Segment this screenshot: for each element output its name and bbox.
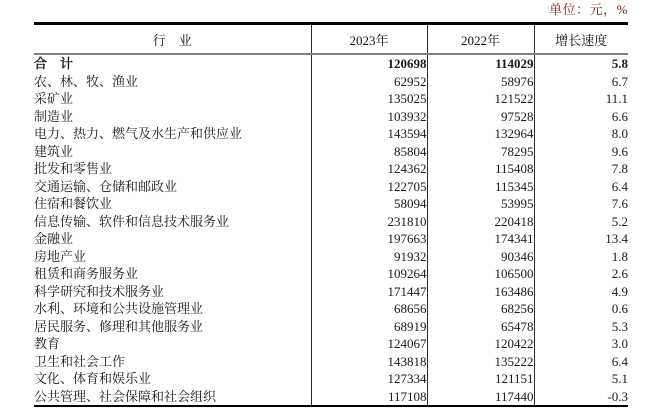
value-2023-cell: 68919 bbox=[311, 318, 427, 336]
industry-cell: 住宿和餐饮业 bbox=[34, 196, 113, 211]
growth-cell: 6.4 bbox=[534, 178, 628, 196]
table-row bbox=[34, 213, 628, 231]
value-2022-cell: 163486 bbox=[427, 283, 534, 301]
value-2023-cell: 124362 bbox=[311, 160, 427, 178]
growth-cell: 11.1 bbox=[534, 90, 628, 108]
growth-cell: 7.8 bbox=[534, 160, 628, 178]
value-2023-cell: 117108 bbox=[311, 388, 427, 407]
value-2022-cell: 115408 bbox=[427, 160, 534, 178]
growth-cell: 6.7 bbox=[534, 73, 628, 91]
value-2022-cell: 65478 bbox=[427, 318, 534, 336]
industry-cell: 建筑业 bbox=[34, 143, 74, 159]
col-header-2022: 2022年 bbox=[427, 24, 534, 55]
growth-cell: 6.6 bbox=[534, 108, 628, 126]
industry-wage-table bbox=[34, 22, 628, 407]
growth-cell: 7.6 bbox=[534, 195, 628, 213]
value-2022-cell: 135222 bbox=[427, 353, 534, 371]
value-2023-cell: 103932 bbox=[311, 108, 427, 126]
value-2022-cell: 117440 bbox=[427, 388, 534, 407]
industry-cell: 科学研究和技术服务业 bbox=[34, 283, 165, 299]
growth-cell: 0.6 bbox=[534, 300, 628, 318]
growth-cell: 8.0 bbox=[534, 125, 628, 143]
unit-note: 单位：元，% bbox=[549, 2, 628, 17]
table-row bbox=[34, 143, 628, 161]
col-header-2023: 2023年 bbox=[311, 24, 427, 55]
value-2023-cell: 62952 bbox=[311, 73, 427, 91]
value-2023-cell: 85804 bbox=[311, 143, 427, 161]
table-body bbox=[34, 54, 628, 406]
value-2022-cell: 120422 bbox=[427, 335, 534, 353]
value-2023-cell: 143818 bbox=[311, 353, 427, 371]
growth-cell: 6.4 bbox=[534, 353, 628, 371]
table-row bbox=[34, 388, 628, 407]
value-2023-cell: 127334 bbox=[311, 370, 427, 388]
value-2022-cell: 97528 bbox=[427, 108, 534, 126]
header-row bbox=[34, 24, 628, 55]
table-row bbox=[34, 265, 628, 283]
growth-cell: 5.8 bbox=[534, 54, 628, 73]
growth-cell: 5.1 bbox=[534, 370, 628, 388]
value-2022-cell: 58976 bbox=[427, 73, 534, 91]
industry-cell: 农、林、牧、渔业 bbox=[34, 73, 139, 89]
industry-cell: 制造业 bbox=[34, 108, 74, 124]
growth-cell: 5.3 bbox=[534, 318, 628, 336]
value-2022-cell: 115345 bbox=[427, 178, 534, 196]
value-2023-cell: 197663 bbox=[311, 230, 427, 248]
value-2023-cell: 109264 bbox=[311, 265, 427, 283]
table-row bbox=[34, 195, 628, 213]
value-2022-cell: 132964 bbox=[427, 125, 534, 143]
value-2022-cell: 106500 bbox=[427, 265, 534, 283]
table-row bbox=[34, 73, 628, 91]
industry-cell: 交通运输、仓储和邮政业 bbox=[34, 178, 178, 194]
industry-cell: 电力、热力、燃气及水生产和供应业 bbox=[34, 126, 243, 141]
growth-cell: 2.6 bbox=[534, 265, 628, 283]
table-row bbox=[34, 178, 628, 196]
value-2023-cell: 124067 bbox=[311, 335, 427, 353]
industry-cell: 卫生和社会工作 bbox=[34, 353, 126, 369]
value-2023-cell: 143594 bbox=[311, 125, 427, 143]
table-row bbox=[34, 125, 628, 143]
growth-cell: 4.9 bbox=[534, 283, 628, 301]
table-row bbox=[34, 248, 628, 266]
growth-cell: 1.8 bbox=[534, 248, 628, 266]
industry-cell: 合 计 bbox=[34, 56, 74, 71]
table-row bbox=[34, 300, 628, 318]
table-row bbox=[34, 108, 628, 126]
table-row bbox=[34, 160, 628, 178]
value-2022-cell: 121151 bbox=[427, 370, 534, 388]
table-row bbox=[34, 370, 628, 388]
table-row bbox=[34, 90, 628, 108]
value-2022-cell: 90346 bbox=[427, 248, 534, 266]
table-header bbox=[34, 24, 628, 55]
value-2022-cell: 68256 bbox=[427, 300, 534, 318]
table-container bbox=[34, 22, 628, 407]
growth-cell: 9.6 bbox=[534, 143, 628, 161]
industry-cell: 信息传输、软件和信息技术服务业 bbox=[34, 213, 230, 229]
industry-cell: 房地产业 bbox=[34, 248, 87, 264]
table-row bbox=[34, 318, 628, 336]
industry-cell: 居民服务、修理和其他服务业 bbox=[34, 318, 204, 334]
col-header-industry: 行 业 bbox=[34, 24, 311, 55]
col-header-growth: 增长速度 bbox=[534, 24, 628, 55]
value-2023-cell: 68656 bbox=[311, 300, 427, 318]
table-row bbox=[34, 335, 628, 353]
industry-cell: 金融业 bbox=[34, 231, 74, 246]
value-2023-cell: 91932 bbox=[311, 248, 427, 266]
value-2022-cell: 53995 bbox=[427, 195, 534, 213]
value-2023-cell: 122705 bbox=[311, 178, 427, 196]
value-2023-cell: 135025 bbox=[311, 90, 427, 108]
industry-cell: 公共管理、社会保障和社会组织 bbox=[34, 388, 217, 404]
value-2022-cell: 220418 bbox=[427, 213, 534, 231]
growth-cell: 13.4 bbox=[534, 230, 628, 248]
industry-cell: 教育 bbox=[34, 336, 61, 351]
value-2023-cell: 171447 bbox=[311, 283, 427, 301]
value-2022-cell: 78295 bbox=[427, 143, 534, 161]
growth-cell: 3.0 bbox=[534, 335, 628, 353]
industry-cell: 文化、体育和娱乐业 bbox=[34, 371, 152, 386]
value-2022-cell: 114029 bbox=[427, 54, 534, 73]
table-row bbox=[34, 283, 628, 301]
value-2023-cell: 231810 bbox=[311, 213, 427, 231]
total-row bbox=[34, 54, 628, 73]
value-2022-cell: 174341 bbox=[427, 230, 534, 248]
industry-cell: 租赁和商务服务业 bbox=[34, 266, 139, 281]
industry-cell: 采矿业 bbox=[34, 91, 74, 106]
value-2022-cell: 121522 bbox=[427, 90, 534, 108]
growth-cell: 5.2 bbox=[534, 213, 628, 231]
growth-cell: -0.3 bbox=[534, 388, 628, 407]
industry-cell: 批发和零售业 bbox=[34, 161, 113, 176]
table-row bbox=[34, 230, 628, 248]
table-row bbox=[34, 353, 628, 371]
industry-cell: 水利、环境和公共设施管理业 bbox=[34, 301, 204, 316]
value-2023-cell: 120698 bbox=[311, 54, 427, 73]
value-2023-cell: 58094 bbox=[311, 195, 427, 213]
